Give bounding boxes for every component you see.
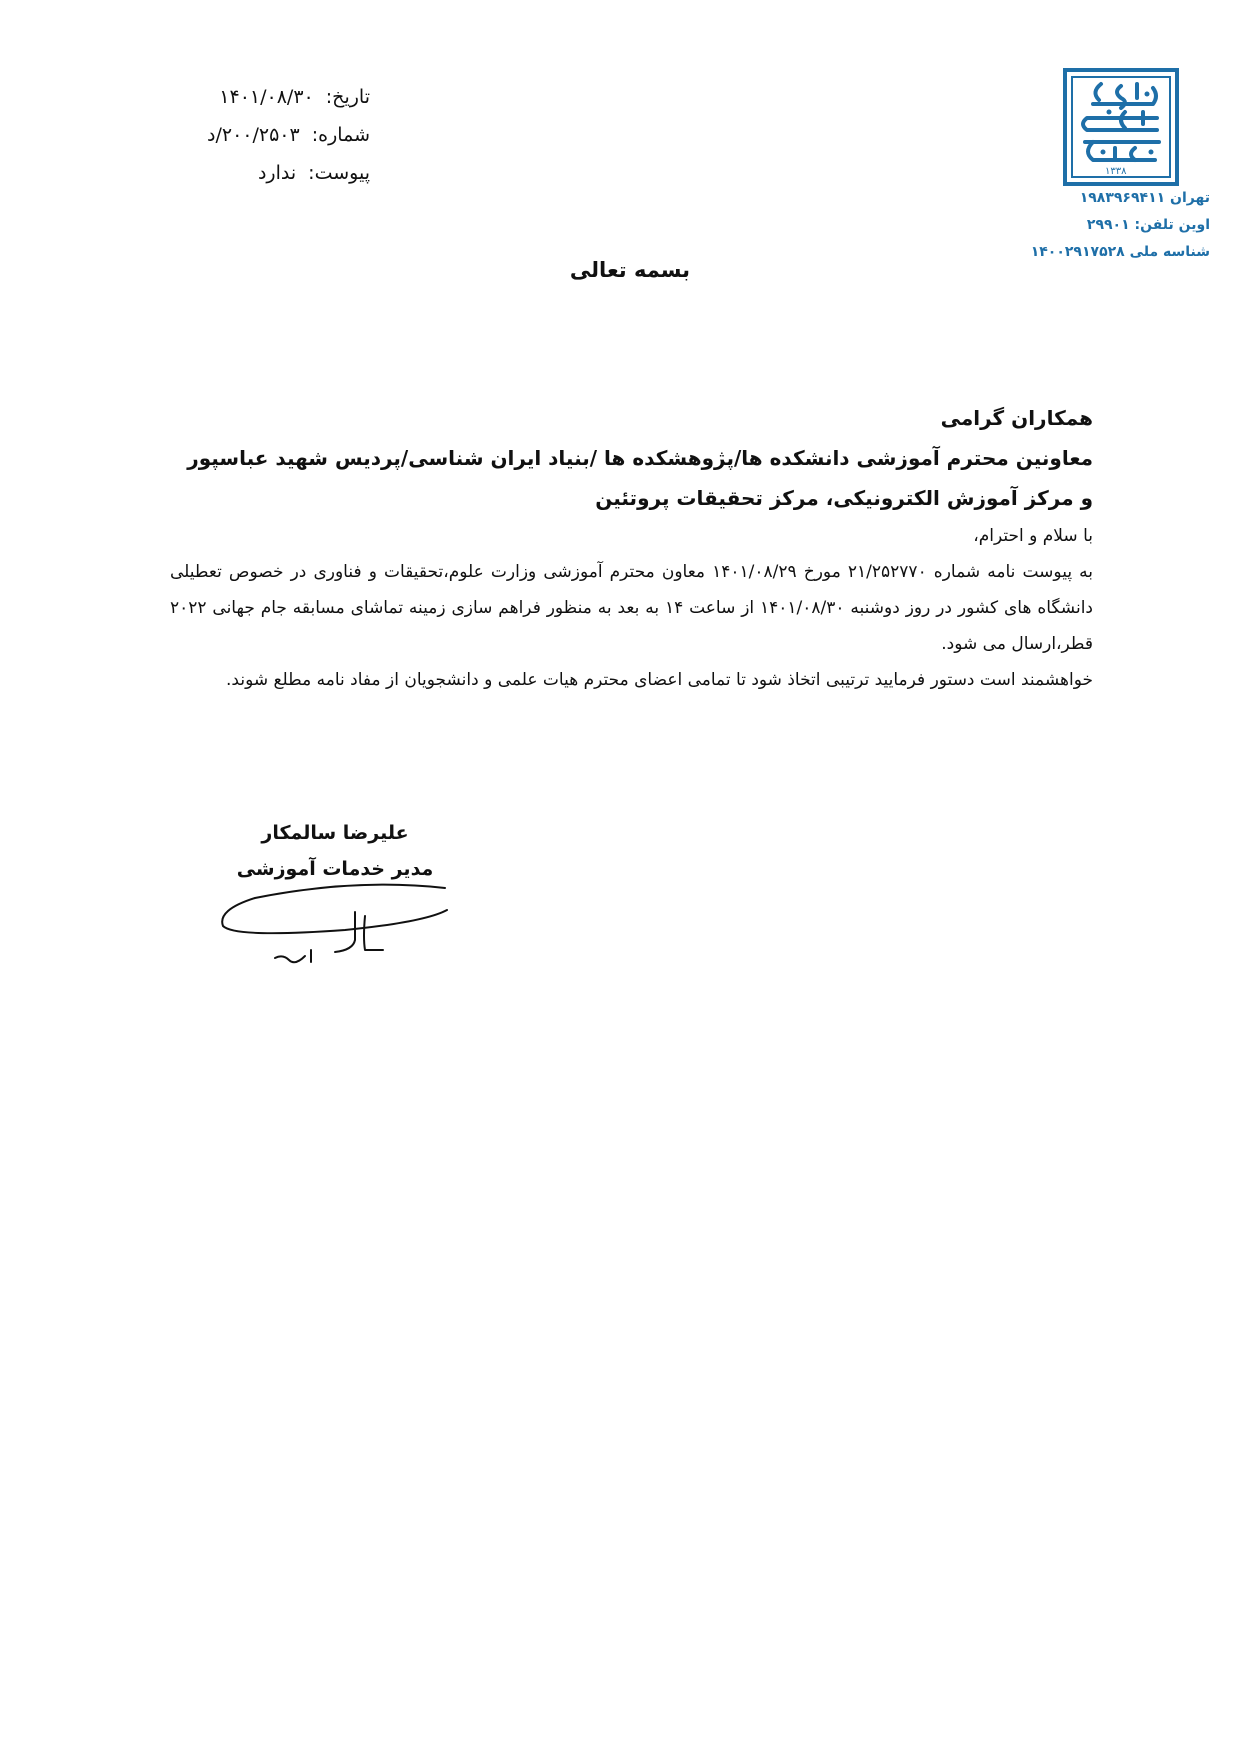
date-row [110, 78, 370, 116]
logo-year: ۱۳۳۸ [1105, 166, 1127, 177]
logo-icon [1063, 68, 1179, 186]
number-value: ۲۰۰/۲۵۰۳/د [207, 124, 300, 146]
letter-body [170, 398, 1093, 698]
date-label: تاریخ: [325, 86, 370, 108]
signature-block [215, 815, 455, 887]
contact-city-postal: تهران ۱۹۸۳۹۶۹۴۱۱ [1079, 190, 1210, 206]
basmala-heading: بسمه تعالی [569, 258, 691, 282]
number-row [110, 116, 370, 154]
contact-info [1020, 185, 1210, 266]
attachment-value: ندارد [257, 162, 297, 184]
contact-national-id: شناسه ملی ۱۴۰۰۲۹۱۷۵۲۸ [1030, 244, 1210, 260]
handwritten-signature [215, 880, 455, 975]
signer-title: مدیر خدمات آموزشی [236, 858, 434, 880]
letter-meta [110, 78, 370, 192]
paragraph-1: به پیوست نامه شماره ۲۱/۲۵۲۷۷۰ مورخ ۱۴۰۱/۰۸/۲۹ معاون محترم آموزشی وزارت علوم،تحقیقات و فناوری در خصوص تعطیلی دانشگاه های کشور در روز دوشنبه ۱۴۰۱/۰۸/۳۰ از ساعت ۱۴ به بعد به منظور فراهم سازی زمینه تماشای مسابقه جام جهانی ۲۰۲۲ قطر،ارسال می شود. [170, 562, 1093, 654]
signer-name: علیرضا سالمکار [261, 822, 409, 844]
addressee-line2: معاونین محترم آموزشی دانشکده ها/پژوهشکده ها /بنیاد ایران شناسی/پردیس شهید عباسپور و مرکز آموزش الکترونیکی، مرکز تحقیقات پروتئین [187, 446, 1093, 510]
date-value: ۱۴۰۱/۰۸/۳۰ [219, 86, 314, 108]
attachment-label: پیوست: [308, 162, 370, 184]
number-label: شماره: [311, 124, 370, 146]
addressee-line1: همکاران گرامی [940, 406, 1093, 430]
contact-phone: اوین تلفن: ۲۹۹۰۱ [1086, 217, 1210, 233]
attachment-row [110, 154, 370, 192]
greeting: با سلام و احترام، [973, 526, 1093, 546]
paragraph-2: خواهشمند است دستور فرمایید ترتیبی اتخاذ شود تا تمامی اعضای محترم هیات علمی و دانشجویان از مفاد نامه مطلع شوند. [226, 670, 1093, 690]
university-logo [1063, 68, 1179, 186]
